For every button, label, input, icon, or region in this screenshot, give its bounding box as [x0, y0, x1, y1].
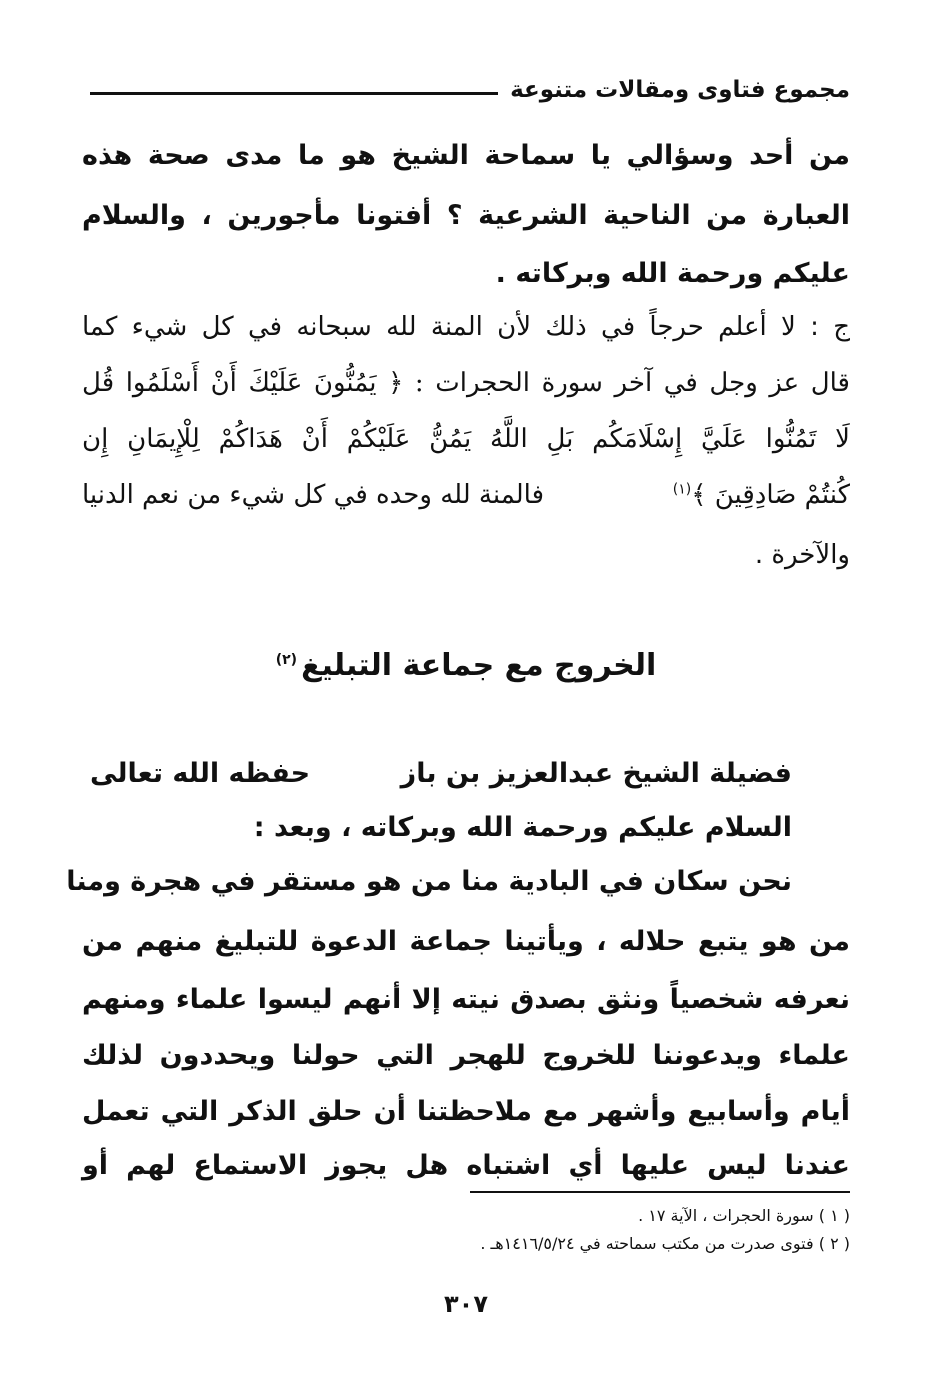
running-header [90, 70, 850, 110]
footnote-1: ( ١ ) سورة الحجرات ، الآية ١٧ . [638, 1206, 850, 1225]
salutation-row [90, 758, 792, 798]
footnote-mark-1: (١) [672, 481, 692, 498]
answer-line-4-text: فالمنة لله وحده في كل شيء من نعم الدنيا [82, 480, 545, 510]
question-line-4: علماء ويدعوننا للخروج للهجر التي حولنا ويحددون لذلك [82, 1040, 850, 1071]
greeting: السلام عليكم ورحمة الله وبركاته ، وبعد : [253, 812, 792, 843]
blessing: حفظه الله تعالى [90, 758, 311, 789]
answer-line-1: ج : لا أعلم حرجاً في ذلك لأن المنة لله سبحانه في كل شيء كما [82, 312, 850, 342]
header-rule [90, 92, 498, 95]
running-header-title: مجموع فتاوى ومقالات متنوعة [510, 77, 850, 103]
answer-line-4-quran-end [673, 480, 850, 510]
top-paragraph-line-1: من أحد وسؤالي يا سماحة الشيخ هو ما مدى صحة هذه [82, 140, 850, 171]
section-footnote-mark: (٢) [275, 652, 298, 668]
page-number: ٣٠٧ [444, 1290, 488, 1318]
section-title-text: الخروج مع جماعة التبليغ [301, 648, 657, 683]
answer-line-3: لَا تَمُنُّوا عَلَيَّ إِسْلَامَكُم بَلِ اللَّهُ يَمُنُّ عَلَيْكُمْ أَنْ هَدَاكُمْ لِلْإِيمَانِ إِن [82, 424, 850, 454]
answer-line-2: قال عز وجل في آخر سورة الحجرات : ﴿ يَمُنُّونَ عَلَيْكَ أَنْ أَسْلَمُوا قُل [82, 368, 850, 398]
addressee: فضيلة الشيخ عبدالعزيز بن باز [400, 758, 792, 789]
answer-line-5: والآخرة . [754, 540, 850, 570]
question-line-6: عندنا ليس عليها أي اشتباه هل يجوز الاستماع لهم أو [82, 1150, 850, 1181]
footnote-2: ( ٢ ) فتوى صدرت من مكتب سماحته في ١٤١٦/٥/٢٤هـ . [480, 1234, 850, 1253]
quran-end: كُنتُمْ صَادِقِينَ ﴾ [691, 480, 850, 510]
question-line-3: نعرفه شخصياً ونثق بصدق نيته إلا أنهم ليسوا علماء ومنهم [82, 984, 850, 1015]
top-paragraph-line-2: العبارة من الناحية الشرعية ؟ أفتونا مأجورين ، والسلام [82, 200, 850, 231]
top-paragraph-line-3: عليكم ورحمة الله وبركاته . [495, 258, 850, 289]
question-line-5: أيام وأسابيع وأشهر مع ملاحظتنا أن حلق الذكر التي تعمل [82, 1096, 850, 1127]
question-line-1: نحن سكان في البادية منا من هو مستقر في هجرة ومنا [66, 866, 792, 897]
answer-line-4 [82, 480, 850, 510]
section-title [0, 648, 932, 683]
footnote-rule [470, 1191, 850, 1193]
question-line-2: من هو يتبع حلاله ، ويأتينا جماعة الدعوة للتبليغ منهم من [82, 926, 850, 957]
